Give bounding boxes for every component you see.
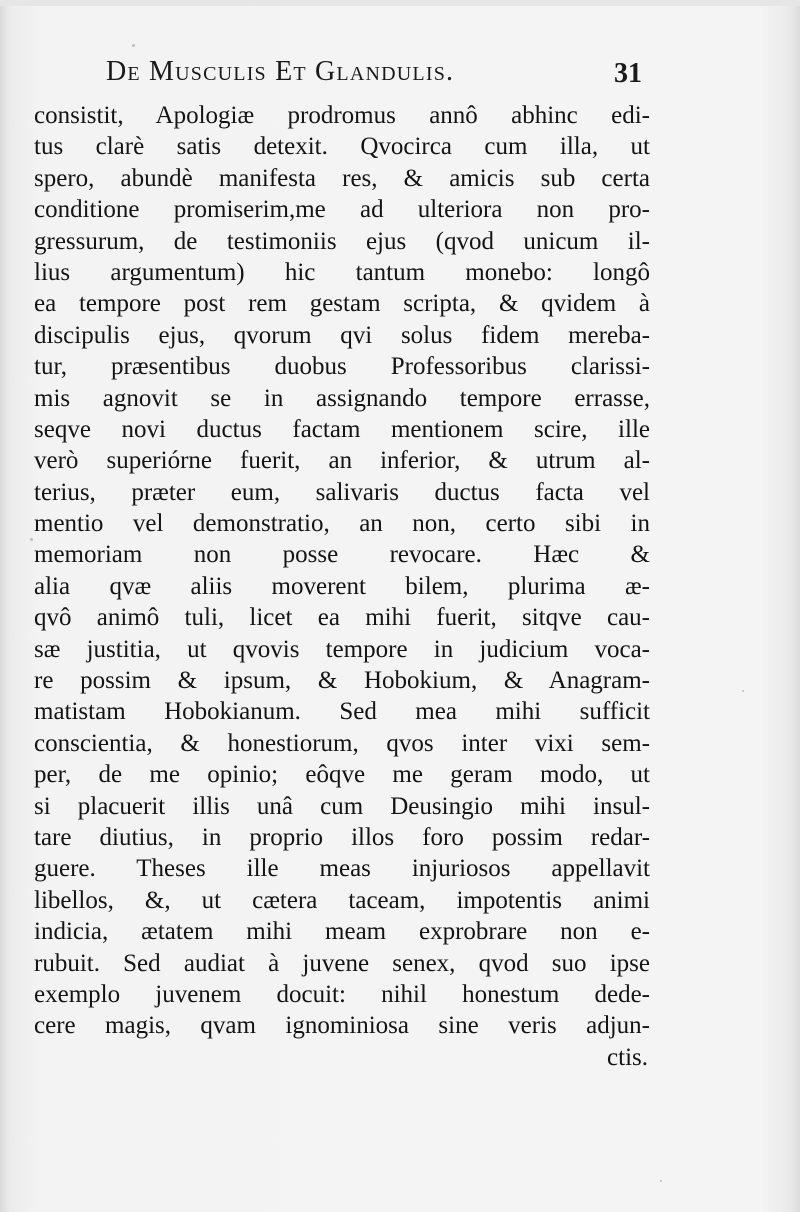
text-line-16: alia qvæ aliis moverent bilem, plurima æ-: [34, 572, 650, 600]
text-line-24: tare diutius, in proprio illos foro possim redar-: [34, 823, 650, 851]
scan-speck: [742, 690, 744, 692]
text-line-17: qvô animô tuli, licet ea mihi fuerit, sitqve cau-: [34, 604, 650, 632]
text-line-7: ea tempore post rem gestam scripta, & qvidem à: [34, 290, 650, 318]
text-line-4: conditione promiserim,me ad ulteriora non pro-: [34, 196, 650, 224]
text-line-27: indicia, ætatem mihi meam exprobrare non e-: [34, 918, 650, 946]
text-line-22: per, de me opinio; eôqve me geram modo, ut: [34, 761, 650, 789]
text-line-18: sæ justitia, ut qvovis tempore in judicium voca-: [34, 635, 650, 663]
text-line-9: tur, præsentibus duobus Professoribus clarissi-: [34, 353, 650, 381]
text-line-2: tus clarè satis detexit. Qvocirca cum illa, ut: [34, 133, 650, 161]
text-line-12: verò superiórne fuerit, an inferior, & utrum al-: [34, 447, 650, 475]
scan-speck: [660, 1180, 662, 1182]
page-number: 31: [614, 58, 642, 89]
text-line-28: rubuit. Sed audiat à juvene senex, qvod suo ipse: [34, 949, 650, 977]
text-line-30: cere magis, qvam ignominiosa sine veris adjun-: [34, 1012, 650, 1040]
text-line-3: spero, abundè manifesta res, & amicis sub certa: [34, 164, 650, 192]
text-line-19: re possim & ipsum, & Hobokium, & Anagram-: [34, 667, 650, 695]
text-line-14: mentio vel demonstratio, an non, certo sibi in: [34, 510, 650, 538]
text-line-29: exemplo juvenem docuit: nihil honestum dede-: [34, 980, 650, 1008]
text-line-26: libellos, &, ut cætera taceam, impotentis animi: [34, 886, 650, 914]
text-line-6: lius argumentum) hic tantum monebo: longô: [34, 258, 650, 286]
text-line-8: discipulis ejus, qvorum qvi solus fidem mereba-: [34, 321, 650, 349]
text-line-13: terius, præter eum, salivaris ductus facta vel: [34, 478, 650, 506]
text-line-5: gressurum, de testimoniis ejus (qvod unicum il-: [34, 227, 650, 255]
text-line-25: guere. Theses ille meas injuriosos appellavit: [34, 855, 650, 883]
page-top-edge: [0, 0, 800, 6]
running-head: [0, 56, 800, 90]
text-line-15: memoriam non posse revocare. Hæc &: [34, 541, 650, 569]
text-line-21: conscientia, & honestiorum, qvos inter vixi sem-: [34, 729, 650, 757]
text-line-23: si placuerit illis unâ cum Deusingio mihi insul-: [34, 792, 650, 820]
running-title: De Musculis Et Glandulis.: [106, 56, 455, 87]
body-text: [34, 100, 650, 1073]
catchword: ctis.: [607, 1043, 648, 1071]
scan-speck: [30, 538, 33, 541]
text-line-20: matistam Hobokianum. Sed mea mihi sufficit: [34, 698, 650, 726]
scan-speck: [132, 44, 135, 47]
text-line-1: consistit, Apologiæ prodromus annô abhinc edi-: [34, 102, 650, 129]
text-line-11: seqve novi ductus factam mentionem scire, ille: [34, 415, 650, 443]
text-line-10: mis agnovit se in assignando tempore errasse,: [34, 384, 650, 412]
